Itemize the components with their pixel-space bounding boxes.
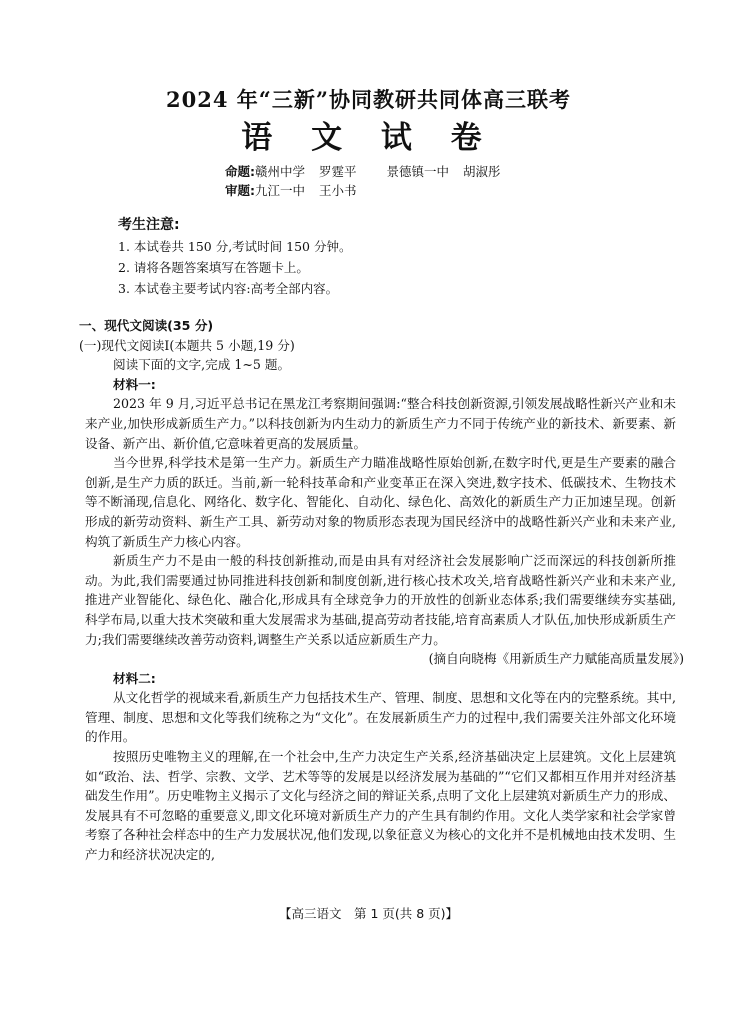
compose-1-name: 罗霆平 bbox=[319, 164, 357, 179]
notice-item: 3. 本试卷主要考试内容:高考全部内容。 bbox=[118, 281, 339, 296]
page-footer: 【高三语文 第 1 页(共 8 页)】 bbox=[278, 906, 459, 921]
compose-label: 命题: bbox=[225, 164, 255, 179]
review-label: 审题: bbox=[225, 183, 255, 198]
review-name: 王小书 bbox=[319, 183, 357, 198]
candidate-notice bbox=[118, 215, 352, 299]
material-2-label: 材料二: bbox=[113, 670, 156, 686]
notice-item: 2. 请将各题答案填写在答题卡上。 bbox=[118, 260, 309, 275]
compose-2-name: 胡淑彤 bbox=[463, 164, 501, 179]
notice-heading: 考生注意: bbox=[118, 217, 180, 233]
material-2-paragraph: 从文化哲学的视域来看,新质生产力包括技术生产、管理、制度、思想和文化等在内的完整系统。其中,管理、制度、思想和文化等我们统称之为“文化”。在发展新质生产力的过程中,我们需要关注外部文化环境的作用。 bbox=[85, 690, 676, 745]
review-row bbox=[225, 181, 501, 200]
material-1-paragraph: 当今世界,科学技术是第一生产力。新质生产力瞄准战略性原始创新,在数字时代,更是生产要素的融合创新,是生产力质的跃迁。当前,新一轮科技革命和产业变革正在深入突进,数字技术、低碳技术、生物技术等不断涌现,信息化、网络化、数字化、智能化、自动化、绿色化、高效化的新质生产力正加速呈现。创新形成的新劳动资料、新生产工具、新劳动对象的物质形态表现为国民经济中的战略性新兴产业和未来产业,构筑了新质生产力核心内容。 bbox=[85, 455, 676, 549]
section-subtitle: (一)现代文阅读Ⅰ(本题共 5 小题,19 分) bbox=[79, 337, 295, 353]
notice-item: 1. 本试卷共 150 分,考试时间 150 分钟。 bbox=[118, 239, 352, 254]
authors-block bbox=[225, 162, 501, 200]
exam-title: 2024 年“三新”协同教研共同体高三联考 bbox=[166, 87, 571, 112]
material-1-source: (摘自向晓梅《用新质生产力赋能高质量发展》) bbox=[428, 651, 684, 667]
subject-title: 语 文 试 卷 bbox=[241, 120, 496, 156]
material-2-paragraph: 按照历史唯物主义的理解,在一个社会中,生产力决定生产关系,经济基础决定上层建筑。文化上层建筑如“政治、法、哲学、宗教、文学、艺术等等的发展是以经济发展为基础的”“它们又都相互作用并对经济基础发生作用”。历史唯物主义揭示了文化与经济之间的辩证关系,点明了文化上层建筑对新质生产力的形成、发展具有不可忽略的重要意义,即文化环境对新质生产力的产生具有制约作用。文化人类学家和社会学家曾考察了各种社会样态中的生产力发展状况,他们发现,以象征意义为核心的文化并不是机械地由技术发明、生产力和经济状况决定的, bbox=[85, 749, 676, 863]
compose-row bbox=[225, 162, 501, 181]
section-instruction: 阅读下面的文字,完成 1~5 题。 bbox=[113, 357, 291, 373]
review-school: 九江一中 bbox=[255, 183, 306, 198]
material-1-label: 材料一: bbox=[113, 376, 156, 392]
section-title: 一、现代文阅读(35 分) bbox=[79, 318, 214, 333]
compose-2-school: 景德镇一中 bbox=[386, 164, 450, 179]
material-1-paragraph: 新质生产力不是由一般的科技创新推动,而是由具有对经济社会发展影响广泛而深远的科技创新所推动。为此,我们需要通过协同推进科技创新和制度创新,进行核心技术攻关,培育战略性新兴产业和未来产业,推进产业智能化、绿色化、融合化,形成具有全球竞争力的开放性的创新业态体系;我们需要继续夯实基础,科学布局,以重大技术突破和重大发展需求为基础,提高劳动者技能,培育高素质人才队伍,加快形成新质生产力;我们需要继续改善劳动资料,调整生产关系以适应新质生产力。 bbox=[85, 553, 676, 647]
material-1-paragraph: 2023 年 9 月,习近平总书记在黑龙江考察期间强调:“整合科技创新资源,引领发展战略性新兴产业和未来产业,加快形成新质生产力。”以科技创新为内生动力的新质生产力不同于传统产业的新技术、新要素、新设备、新产出、新价值,它意味着更高的发展质量。 bbox=[85, 396, 676, 451]
compose-1-school: 赣州中学 bbox=[255, 164, 306, 179]
reading-section bbox=[79, 316, 684, 865]
